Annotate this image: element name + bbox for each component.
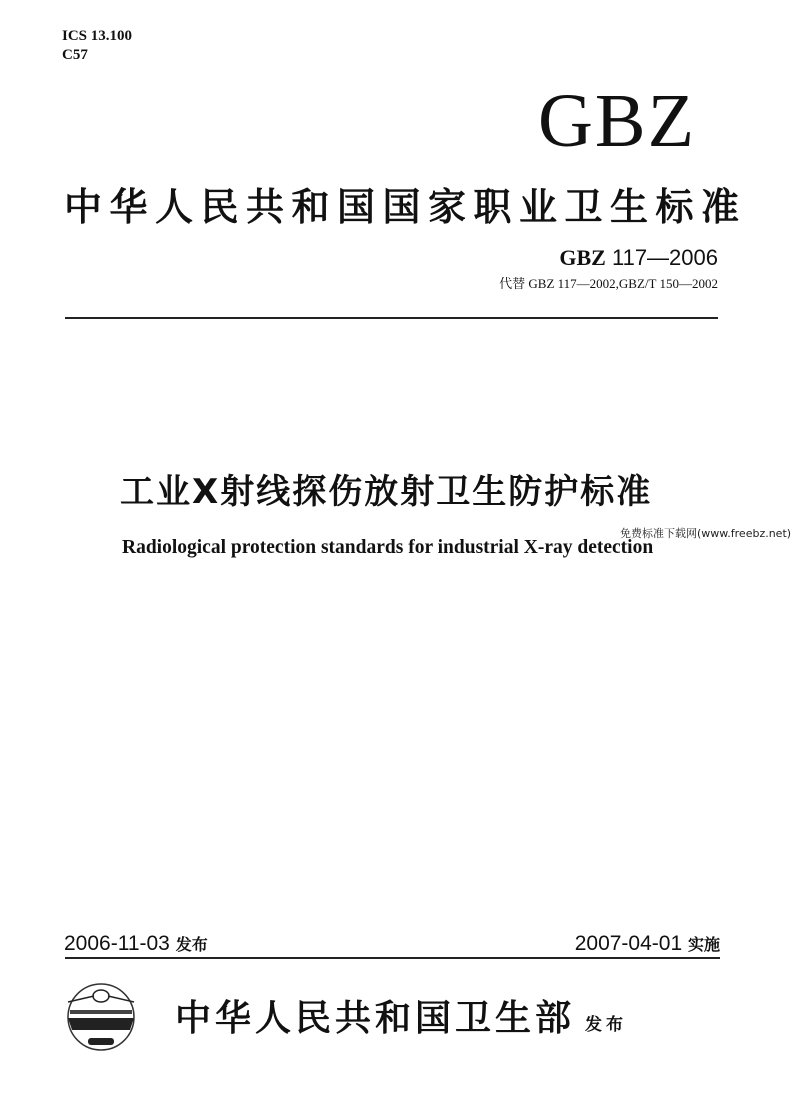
publisher-logo-icon xyxy=(64,982,138,1052)
classification-codes xyxy=(62,27,132,65)
publisher-label: 发布 xyxy=(585,1015,628,1035)
footer-divider xyxy=(65,957,720,959)
standard-code: 117—2006 xyxy=(611,245,718,270)
category-code: C57 xyxy=(62,47,88,63)
issue-date-value: 2006-11-03 xyxy=(64,932,170,955)
watermark: 免费标准下载网(www.freebz.net) xyxy=(620,527,792,540)
title-english: Radiological protection standards for industrial X-ray detection xyxy=(122,537,654,558)
issue-label: 发布 xyxy=(175,935,208,954)
effective-date xyxy=(575,932,720,956)
title-chinese: 工业X射线探伤放射卫生防护标准 xyxy=(120,472,653,512)
publisher xyxy=(175,990,627,1041)
replaces-note: 代替 GBZ 117—2002,GBZ/T 150—2002 xyxy=(499,276,718,291)
issue-date xyxy=(64,932,208,956)
effective-label: 实施 xyxy=(687,935,720,954)
ics-code: ICS 13.100 xyxy=(62,28,133,44)
standard-number xyxy=(559,245,718,271)
standard-category: 中华人民共和国国家职业卫生标准 xyxy=(64,185,747,229)
series-mark: GBZ xyxy=(538,79,696,163)
standard-prefix: GBZ xyxy=(559,245,606,270)
effective-date-value: 2007-04-01 xyxy=(574,932,683,955)
header-divider xyxy=(65,317,718,319)
publisher-name: 中华人民共和国卫生部 xyxy=(175,998,576,1039)
